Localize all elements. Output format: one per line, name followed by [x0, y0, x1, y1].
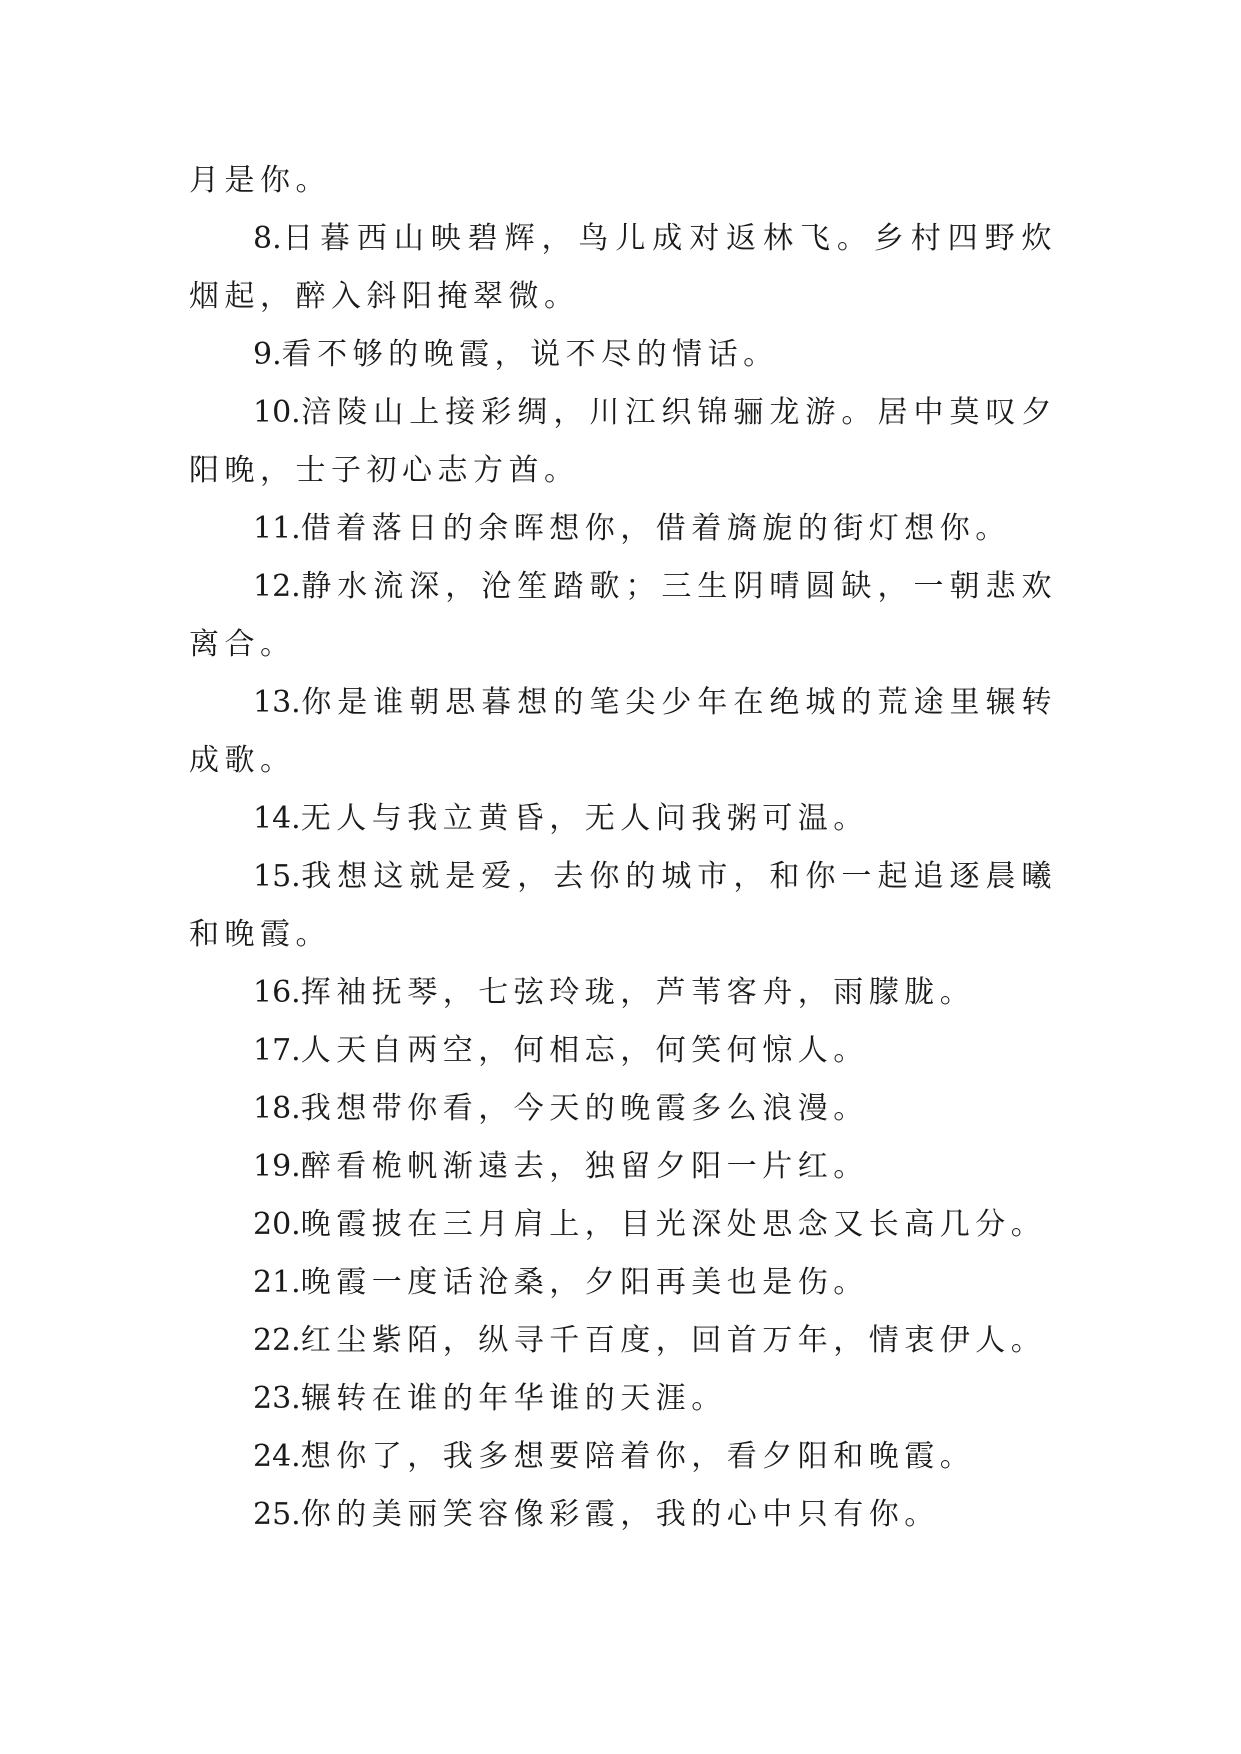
list-number: 25.	[253, 1497, 301, 1532]
list-number: 12.	[253, 569, 301, 604]
paragraph-text: 想你了，我多想要陪着你，看夕阳和晚霞。	[300, 1439, 976, 1474]
list-number: 17.	[253, 1033, 301, 1068]
list-number: 11.	[253, 511, 301, 546]
list-number: 14.	[253, 801, 301, 836]
list-number: 18.	[253, 1091, 301, 1126]
paragraph-text: 醉看桅帆渐遠去，独留夕阳一片红。	[300, 1149, 869, 1184]
paragraph-text: 你是谁朝思暮想的笔尖少年在绝城的荒途里辗转成歌。	[189, 685, 1057, 778]
list-item	[189, 500, 1057, 558]
paragraph-text: 日暮西山映碧辉，鸟儿成对返林飞。乡村四野炊烟起，醉入斜阳掩翠微。	[189, 221, 1057, 314]
paragraph-text: 你的美丽笑容像彩霞，我的心中只有你。	[300, 1497, 940, 1532]
list-item	[189, 1138, 1057, 1196]
list-item	[189, 1080, 1057, 1138]
paragraph-text: 我想这就是爱，去你的城市，和你一起追逐晨曦和晚霞。	[189, 859, 1057, 952]
list-number: 15.	[253, 859, 301, 894]
paragraph-text: 借着落日的余晖想你，借着旖旎的街灯想你。	[300, 511, 1011, 546]
list-number: 10.	[253, 395, 301, 430]
list-number: 23.	[253, 1381, 301, 1416]
list-number: 13.	[253, 685, 301, 720]
list-item	[189, 210, 1057, 326]
list-item	[189, 1370, 1057, 1428]
list-item	[189, 384, 1057, 500]
list-item	[189, 790, 1057, 848]
list-item	[189, 848, 1057, 964]
list-number: 9.	[253, 337, 282, 372]
list-number: 8.	[253, 221, 282, 256]
list-item	[189, 1486, 1057, 1544]
paragraph-text: 晚霞披在三月肩上，目光深处思念又长高几分。	[300, 1207, 1047, 1242]
list-item	[189, 1022, 1057, 1080]
paragraph-text: 红尘紫陌，纵寻千百度，回首万年，情衷伊人。	[300, 1323, 1047, 1358]
paragraph-text: 辗转在谁的年华谁的天涯。	[300, 1381, 727, 1416]
list-item	[189, 1254, 1057, 1312]
list-number: 16.	[253, 975, 301, 1010]
list-item	[189, 964, 1057, 1022]
paragraph-text: 我想带你看，今天的晚霞多么浪漫。	[300, 1091, 869, 1126]
list-number: 19.	[253, 1149, 301, 1184]
paragraph-text: 挥袖抚琴，七弦玲珑，芦苇客舟，雨朦胧。	[300, 975, 976, 1010]
paragraph-text: 晚霞一度话沧桑，夕阳再美也是伤。	[300, 1265, 869, 1300]
list-number: 21.	[253, 1265, 301, 1300]
paragraph-text: 无人与我立黄昏，无人问我粥可温。	[300, 801, 869, 836]
paragraph-text: 静水流深，沧笙踏歌；三生阴晴圆缺，一朝悲欢离合。	[189, 569, 1057, 662]
list-item	[189, 558, 1057, 674]
paragraph-text: 涪陵山上接彩绸，川江织锦骊龙游。居中莫叹夕阳晚，士子初心志方酋。	[189, 395, 1057, 488]
list-item	[189, 1196, 1057, 1254]
document-body	[189, 152, 1057, 1544]
paragraph-text: 月是你。	[189, 163, 331, 198]
list-number: 24.	[253, 1439, 301, 1474]
list-item	[189, 674, 1057, 790]
list-item	[189, 1428, 1057, 1486]
list-number: 20.	[253, 1207, 301, 1242]
list-number: 22.	[253, 1323, 301, 1358]
paragraph-text: 人天自两空，何相忘，何笑何惊人。	[300, 1033, 869, 1068]
list-item	[189, 1312, 1057, 1370]
paragraph-continuation	[189, 152, 1057, 210]
paragraph-text: 看不够的晚霞，说不尽的情话。	[281, 337, 779, 372]
list-item	[189, 326, 1057, 384]
